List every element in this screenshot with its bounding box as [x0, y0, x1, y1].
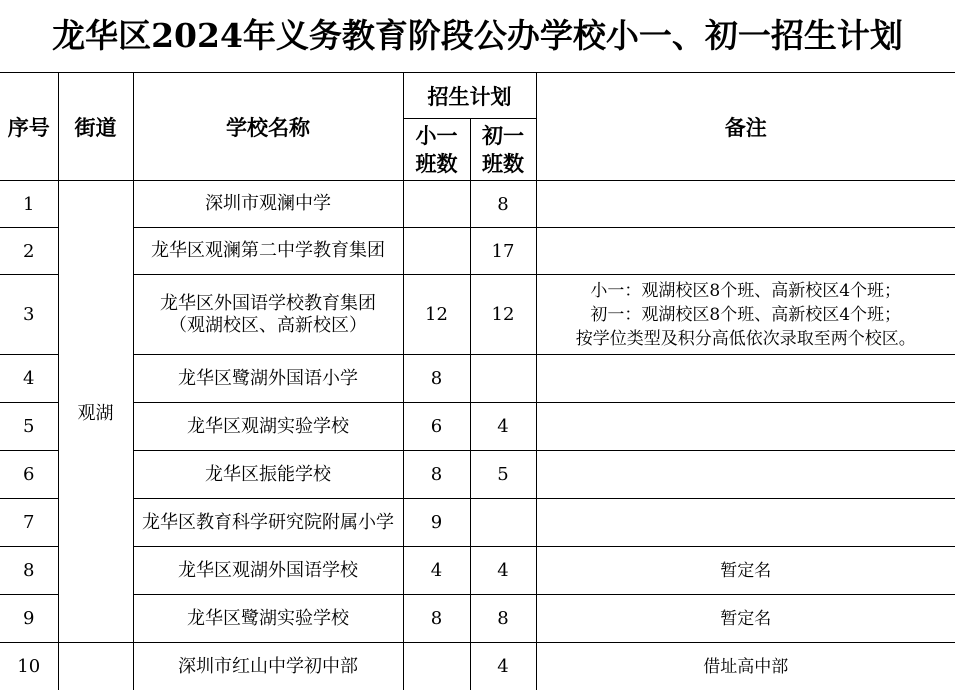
grade1-cell: 8: [403, 595, 470, 643]
remarks-cell: [536, 228, 955, 275]
grade7-cell: 4: [470, 547, 536, 595]
school-name-cell: 龙华区鹭湖外国语小学: [133, 355, 403, 403]
grade7-cell: 8: [470, 595, 536, 643]
table-row: [0, 451, 955, 499]
table-row: [0, 228, 955, 275]
remarks-cell: [536, 451, 955, 499]
grade7-cell: 5: [470, 451, 536, 499]
school-name-cell: 龙华区教育科学研究院附属小学: [133, 499, 403, 547]
remarks-cell: 暂定名: [536, 595, 955, 643]
school-name-cell: 深圳市观澜中学: [133, 181, 403, 228]
grade1-cell: 12: [403, 275, 470, 355]
school-name-cell: 深圳市红山中学初中部: [133, 643, 403, 690]
table-row: [0, 643, 955, 690]
grade7-cell: 4: [470, 643, 536, 690]
grade1-cell: 9: [403, 499, 470, 547]
remarks-cell: 小一：观湖校区8个班、高新校区4个班； 初一：观湖校区8个班、高新校区4个班； 按学位类型及积分高低依次录取至两个校区。: [536, 275, 955, 355]
seq-cell: 6: [0, 451, 58, 499]
table-row: [0, 403, 955, 451]
seq-cell: 1: [0, 181, 58, 228]
seq-cell: 7: [0, 499, 58, 547]
grade7-cell: 8: [470, 181, 536, 228]
grade7-cell: [470, 499, 536, 547]
grade1-cell: 8: [403, 451, 470, 499]
school-name-cell: 龙华区鹭湖实验学校: [133, 595, 403, 643]
grade1-cell: 6: [403, 403, 470, 451]
street-cell: [58, 643, 133, 690]
grade1-cell: [403, 181, 470, 228]
grade1-cell: 4: [403, 547, 470, 595]
grade1-cell: [403, 228, 470, 275]
grade7-cell: 12: [470, 275, 536, 355]
remarks-cell: [536, 355, 955, 403]
seq-cell: 5: [0, 403, 58, 451]
school-name-cell: 龙华区观湖实验学校: [133, 403, 403, 451]
header-seq: 序号: [0, 73, 58, 181]
document-title: 龙华区2024年义务教育阶段公办学校小一、初一招生计划: [52, 16, 903, 55]
header-remarks: 备注: [536, 73, 955, 181]
seq-cell: 2: [0, 228, 58, 275]
table-row: [0, 595, 955, 643]
street-cell: 观湖: [58, 181, 133, 643]
grade7-cell: [470, 355, 536, 403]
seq-cell: 3: [0, 275, 58, 355]
remarks-cell: 借址高中部: [536, 643, 955, 690]
header-grade1-classes: 小一 班数: [403, 119, 470, 181]
remarks-cell: [536, 181, 955, 228]
seq-cell: 8: [0, 547, 58, 595]
remarks-cell: [536, 499, 955, 547]
table-row: [0, 181, 955, 228]
remarks-cell: 暂定名: [536, 547, 955, 595]
remarks-cell: [536, 403, 955, 451]
grade7-cell: 4: [470, 403, 536, 451]
seq-cell: 4: [0, 355, 58, 403]
table-row: [0, 355, 955, 403]
seq-cell: 10: [0, 643, 58, 690]
table-row: [0, 499, 955, 547]
header-street: 街道: [58, 73, 133, 181]
table-row: [0, 275, 955, 355]
grade1-cell: 8: [403, 355, 470, 403]
header-plan: 招生计划: [403, 73, 536, 119]
school-name-cell: 龙华区外国语学校教育集团 （观湖校区、高新校区）: [133, 275, 403, 355]
grade1-cell: [403, 643, 470, 690]
enrollment-plan-table: [0, 72, 955, 690]
grade7-cell: 17: [470, 228, 536, 275]
header-grade7-classes: 初一 班数: [470, 119, 536, 181]
header-school: 学校名称: [133, 73, 403, 181]
school-name-cell: 龙华区观澜第二中学教育集团: [133, 228, 403, 275]
table-row: [0, 547, 955, 595]
school-name-cell: 龙华区振能学校: [133, 451, 403, 499]
seq-cell: 9: [0, 595, 58, 643]
school-name-cell: 龙华区观湖外国语学校: [133, 547, 403, 595]
